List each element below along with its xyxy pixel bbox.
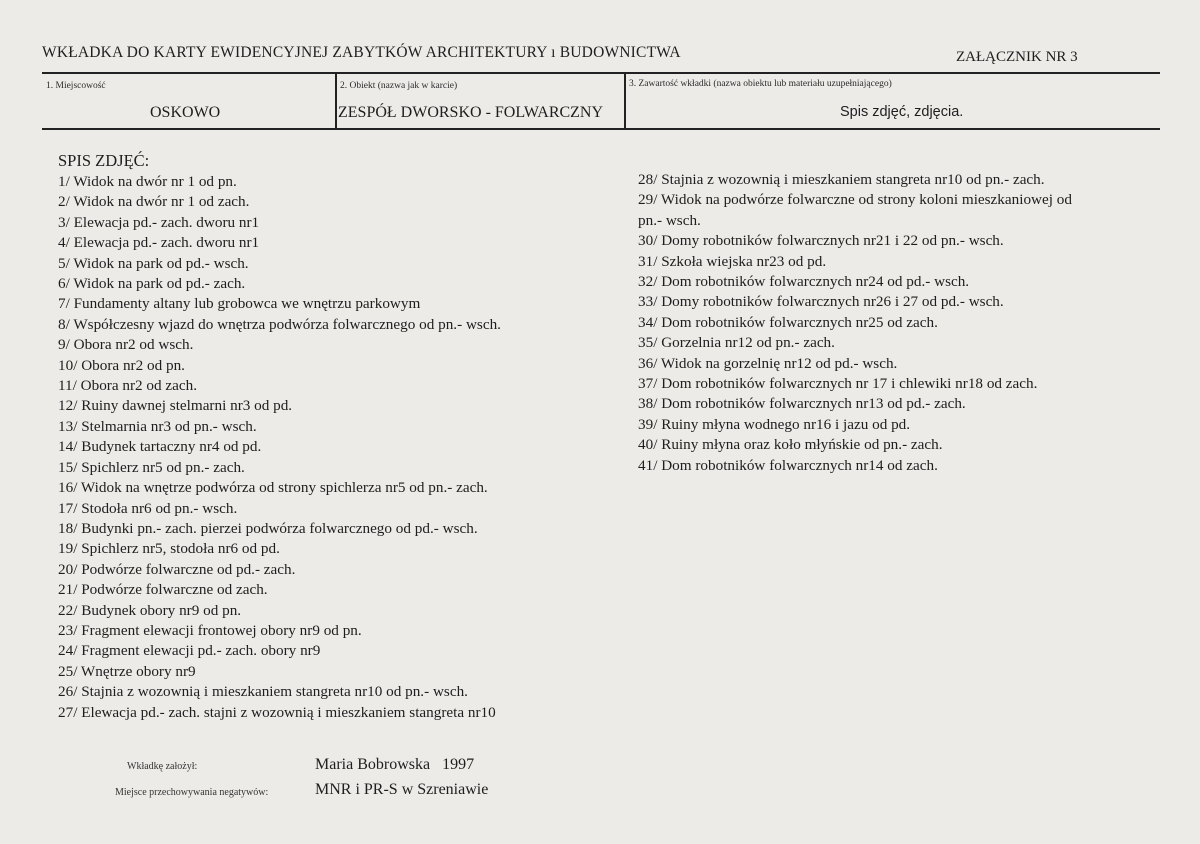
form-bottom-rule [42,128,1160,130]
list-item: 16/ Widok na wnętrze podwórza od strony spichlerza nr5 od pn.- zach. [58,479,488,497]
list-item: 26/ Stajnia z wozownią i mieszkaniem stangreta nr10 od pn.- wsch. [58,683,468,701]
list-item: 19/ Spichlerz nr5, stodoła nr6 od pd. [58,540,280,558]
list-item: 32/ Dom robotników folwarcznych nr24 od pd.- wsch. [638,273,970,291]
list-item: 41/ Dom robotników folwarcznych nr14 od zach. [638,456,938,474]
field-divider-2 [624,74,626,128]
list-item: 37/ Dom robotników folwarcznych nr 17 i chlewiki nr18 od zach. [638,375,1038,393]
locality-label: 1. Miejscowość [46,81,106,91]
list-item: 4/ Elewacja pd.- zach. dworu nr1 [58,234,260,252]
list-item: pn.- wsch. [638,211,701,229]
list-item: 25/ Wnętrze obory nr9 [58,662,196,680]
list-item: 14/ Budynek tartaczny nr4 od pd. [58,438,262,456]
photo-list-title: SPIS ZDJĘĆ: [58,151,150,170]
list-item: 35/ Gorzelnia nr12 od pn.- zach. [638,334,835,352]
list-item: 29/ Widok na podwórze folwarczne od strony koloni mieszkaniowej od [638,191,1072,209]
document-title: WKŁADKA DO KARTY EWIDENCYJNEJ ZABYTKÓW ARCHITEKTURY ı BUDOWNICTWA [42,44,681,61]
list-item: 40/ Ruiny młyna oraz koło młyńskie od pn.- zach. [638,436,943,454]
list-item: 18/ Budynki pn.- zach. pierzei podwórza folwarcznego od pd.- wsch. [58,519,478,537]
list-item: 28/ Stajnia z wozownią i mieszkaniem stangreta nr10 od pn.- zach. [638,171,1045,188]
list-item: 30/ Domy robotników folwarcznych nr21 i 22 od pn.- wsch. [638,232,1004,250]
list-item: 33/ Domy robotników folwarcznych nr26 i 27 od pd.- wsch. [638,293,1004,311]
content-label: 3. Zawartość wkładki (nazwa obiektu lub materiału uzupełniającego) [629,79,892,89]
annex-number: ZAŁĄCZNIK NR 3 [956,49,1078,65]
storage-value: MNR i PR-S w Szreniawie [315,781,489,798]
list-item: 17/ Stodoła nr6 od pn.- wsch. [58,499,238,517]
storage-label: Miejsce przechowywania negatywów: [115,787,269,798]
list-item: 20/ Podwórze folwarczne od pd.- zach. [58,560,296,578]
list-item: 8/ Współczesny wjazd do wnętrza podwórza folwarcznego od pn.- wsch. [58,315,501,333]
list-item: 11/ Obora nr2 od zach. [58,377,198,395]
author-label: Wkładkę założył: [127,761,198,772]
list-item: 9/ Obora nr2 od wsch. [58,336,194,354]
form-top-rule [42,72,1160,74]
author-value: Maria Bobrowska 1997 [315,756,475,773]
field-divider-1 [335,74,337,128]
list-item: 24/ Fragment elewacji pd.- zach. obory nr9 [58,642,321,660]
object-label: 2. Obiekt (nazwa jak w karcie) [340,81,458,91]
list-item: 34/ Dom robotników folwarcznych nr25 od zach. [638,313,938,331]
list-item: 27/ Elewacja pd.- zach. stajni z wozownią i mieszkaniem stangreta nr10 [58,703,496,721]
list-item: 10/ Obora nr2 od pn. [58,356,185,374]
list-item: 22/ Budynek obory nr9 od pn. [58,601,242,619]
locality-value: OSKOWO [150,104,221,121]
photo-list-right-column [638,170,1072,476]
photo-list-left-column [58,172,501,723]
list-item: 3/ Elewacja pd.- zach. dworu nr1 [58,213,260,231]
list-item: 2/ Widok na dwór nr 1 od zach. [58,193,250,211]
list-item: 15/ Spichlerz nr5 od pn.- zach. [58,458,245,476]
list-item: 31/ Szkoła wiejska nr23 od pd. [638,252,827,270]
list-item: 7/ Fundamenty altany lub grobowca we wnętrzu parkowym [58,295,421,313]
list-item: 12/ Ruiny dawnej stelmarni nr3 od pd. [58,397,293,415]
list-item: 5/ Widok na park od pd.- wsch. [58,254,249,272]
list-item: 23/ Fragment elewacji frontowej obory nr9 od pn. [58,621,362,639]
list-item: 1/ Widok na dwór nr 1 od pn. [58,173,237,190]
list-item: 13/ Stelmarnia nr3 od pn.- wsch. [58,417,257,435]
list-item: 38/ Dom robotników folwarcznych nr13 od pd.- zach. [638,395,966,413]
list-item: 6/ Widok na park od pd.- zach. [58,275,246,293]
list-item: 39/ Ruiny młyna wodnego nr16 i jazu od pd. [638,415,911,433]
list-item: 21/ Podwórze folwarczne od zach. [58,581,268,599]
content-value: Spis zdjęć, zdjęcia. [840,104,964,120]
object-value: ZESPÓŁ DWORSKO - FOLWARCZNY [338,104,604,121]
list-item: 36/ Widok na gorzelnię nr12 od pd.- wsch. [638,354,898,372]
